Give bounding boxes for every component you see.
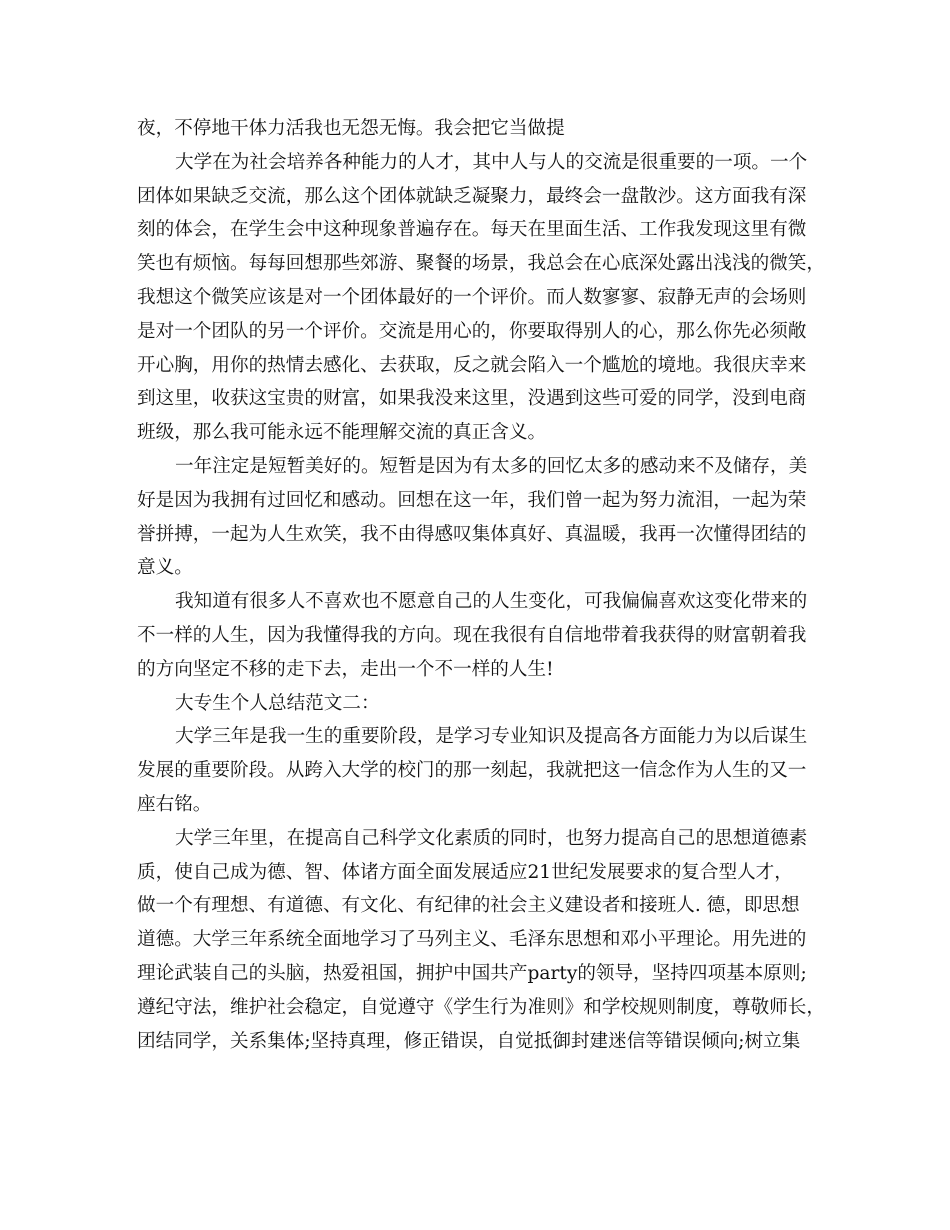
text-line: 大学在为社会培养各种能力的人才，其中人与人的交流是很重要的一项。一个 (175, 151, 808, 173)
text-line: 班级，那么我可能永远不能理解交流的真正含义。 (137, 422, 547, 444)
text-line: 笑也有烦恼。每每回想那些郊游、聚餐的场景，我总会在心底深处露出浅浅的微笑， (137, 253, 825, 275)
text-line: 好是因为我拥有过回忆和感动。回想在这一年，我们曾一起为努力流泪，一起为荣 (137, 489, 807, 511)
text-line: 大学三年里，在提高自己科学文化素质的同时，也努力提高自己的思想道德素 (175, 827, 808, 849)
text-line: 座右铭。 (137, 793, 212, 815)
text-line: 是对一个团队的另一个评价。交流是用心的，你要取得别人的心，那么你先必须敞 (137, 320, 807, 342)
text-line: 做一个有理想、有道德、有文化、有纪律的社会主义建设者和接班人. 德，即思想 (137, 895, 800, 917)
text-line: 夜，不停地干体力活我也无怨无悔。我会把它当做提 (137, 118, 565, 139)
text-line: 质，使自己成为德、智、体诸方面全面发展适应21世纪发展要求的复合型人才， (137, 861, 793, 883)
text-line: 发展的重要阶段。从跨入大学的校门的那一刻起，我就把这一信念作为人生的又一 (137, 760, 807, 782)
text-line: 誉拼搏，一起为人生欢笑，我不由得感叹集体真好、真温暖，我再一次懂得团结的 (137, 523, 807, 545)
text-line: 的方向坚定不移的走下去，走出一个不一样的人生! (137, 658, 554, 680)
text-line: 我知道有很多人不喜欢也不愿意自己的人生变化，可我偏偏喜欢这变化带来的 (175, 591, 808, 613)
text-line: 意义。 (137, 557, 193, 579)
text-line: 到这里，收获这宝贵的财富，如果我没来这里，没遇到这些可爱的同学，没到电商 (137, 388, 807, 410)
text-line: 大学三年是我一生的重要阶段，是学习专业知识及提高各方面能力为以后谋生 (175, 726, 808, 748)
text-line: 遵纪守法，维护社会稳定，自觉遵守《学生行为准则》和学校规则制度，尊敬师长， (137, 996, 825, 1018)
text-line: 不一样的人生，因为我懂得我的方向。现在我很有自信地带着我获得的财富朝着我 (137, 624, 807, 646)
text-line: 理论武装自己的头脑，热爱祖国，拥护中国共产party的领导，坚持四项基本原则; (137, 962, 807, 984)
text-line: 我想这个微笑应该是对一个团体最好的一个评价。而人数寥寥、寂静无声的会场则 (137, 286, 807, 308)
section-heading: 大专生个人总结范文二： (175, 692, 380, 714)
text-line: 开心胸，用你的热情去感化、去获取，反之就会陷入一个尴尬的境地。我很庆幸来 (137, 354, 807, 376)
text-line: 团结同学，关系集体;坚持真理，修正错误，自觉抵御封建迷信等错误倾向;树立集 (137, 1030, 801, 1052)
text-line: 团体如果缺乏交流，那么这个团体就缺乏凝聚力，最终会一盘散沙。这方面我有深 (137, 185, 807, 207)
text-line: 刻的体会，在学生会中这种现象普遍存在。每天在里面生活、工作我发现这里有微 (137, 219, 807, 241)
document-body (137, 112, 827, 1058)
text-line: 道德。大学三年系统全面地学习了马列主义、毛泽东思想和邓小平理论。用先进的 (137, 929, 807, 951)
text-line: 一年注定是短暂美好的。短暂是因为有太多的回忆太多的感动来不及储存，美 (175, 455, 808, 477)
